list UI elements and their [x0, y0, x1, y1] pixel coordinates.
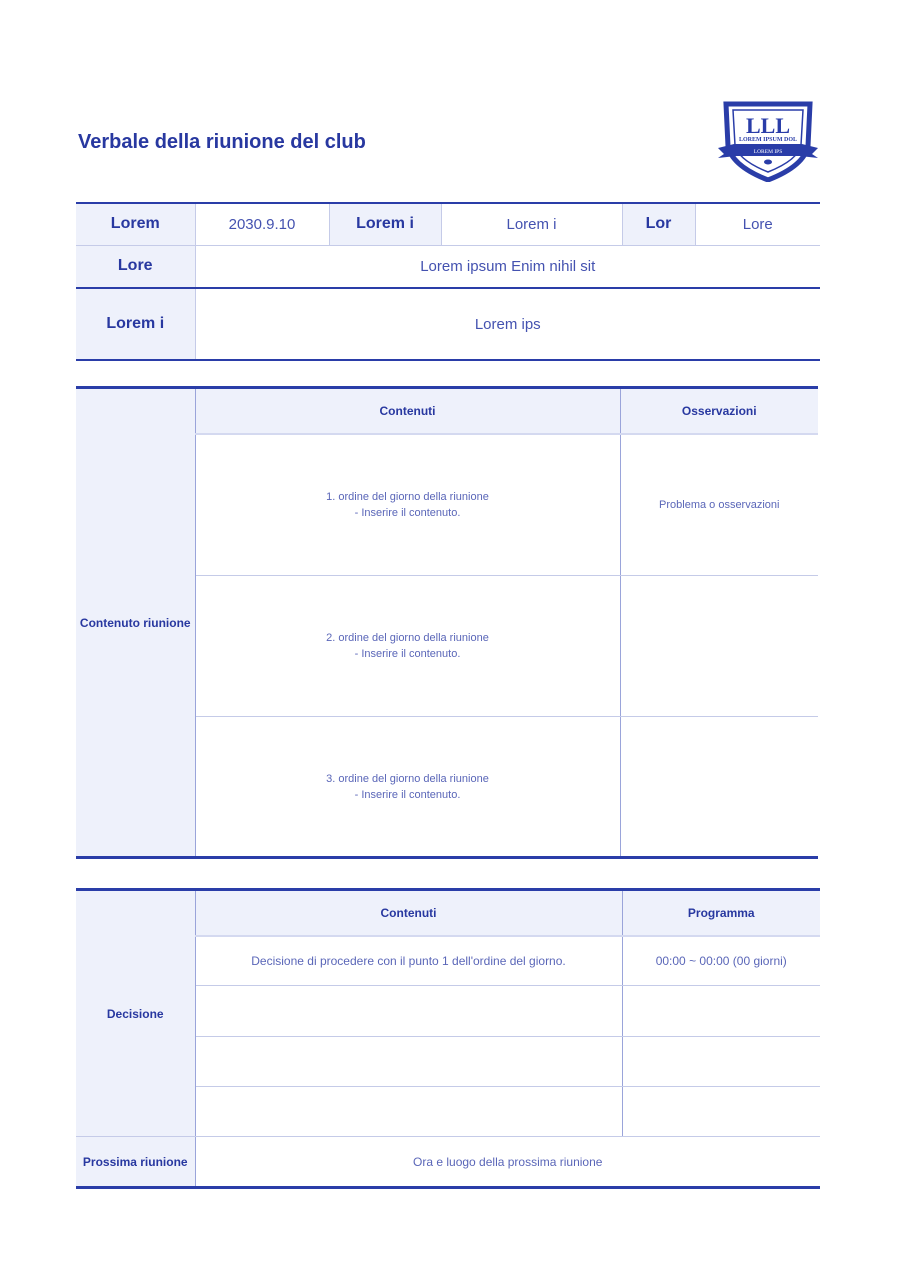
meeting-info-table	[76, 202, 820, 361]
agenda-item-title: 1. ordine del giorno della riunione	[326, 490, 489, 503]
agenda-item-detail: - Inserire il contenuto.	[354, 506, 461, 519]
info-label: Lorem i	[76, 288, 195, 360]
decision-content[interactable]	[195, 1087, 622, 1137]
next-meeting-label: Prossima riunione	[76, 1137, 195, 1188]
info-value[interactable]: Lorem ips	[195, 288, 820, 360]
logo-sub-text: LOREM IPSUM DOL	[738, 137, 798, 143]
next-meeting-value[interactable]: Ora e luogo della prossima riunione	[195, 1137, 820, 1188]
logo-ribbon-text: LOREM IPS	[753, 149, 783, 155]
club-crest-logo	[716, 100, 820, 182]
agenda-item-title: 3. ordine del giorno della riunione	[326, 772, 489, 785]
agenda-item-detail: - Inserire il contenuto.	[354, 788, 461, 801]
page-title: Verbale della riunione del club	[78, 131, 366, 153]
contents-header: Contenuti	[195, 388, 620, 434]
info-label: Lorem	[76, 203, 195, 245]
decision-schedule[interactable]	[622, 986, 820, 1037]
logo-main-text: LLL	[745, 113, 791, 138]
agenda-item[interactable]	[195, 576, 620, 717]
agenda-note[interactable]	[620, 576, 818, 717]
agenda-note[interactable]	[620, 717, 818, 858]
info-value[interactable]: Lorem ipsum Enim nihil sit	[195, 245, 820, 288]
schedule-header: Programma	[622, 890, 820, 936]
meeting-contents-table	[76, 386, 818, 859]
agenda-item-title: 2. ordine del giorno della riunione	[326, 632, 489, 644]
decision-contents-header: Contenuti	[195, 890, 622, 936]
decisions-table	[76, 888, 820, 1189]
info-value[interactable]: Lorem i	[441, 203, 622, 245]
agenda-note[interactable]: Problema o osservazioni	[620, 434, 818, 576]
agenda-item[interactable]	[195, 434, 620, 576]
info-value[interactable]: Lore	[695, 203, 820, 245]
info-label: Lorem i	[329, 203, 441, 245]
decision-content[interactable]	[195, 1037, 622, 1087]
info-label: Lore	[76, 245, 195, 288]
agenda-item[interactable]	[195, 717, 620, 858]
agenda-item-detail: - Inserire il contenuto.	[354, 648, 461, 660]
contents-side-label: Contenuto riunione	[76, 388, 195, 858]
info-label: Lor	[622, 203, 695, 245]
decision-schedule[interactable]	[622, 1087, 820, 1137]
decision-schedule[interactable]	[622, 1037, 820, 1087]
decisions-side-label: Decisione	[76, 890, 195, 1137]
info-date-value[interactable]: 2030.9.10	[195, 203, 329, 245]
decision-schedule[interactable]: 00:00 ~ 00:00 (00 giorni)	[622, 936, 820, 986]
decision-content[interactable]: Decisione di procedere con il punto 1 dell'ordine del giorno.	[195, 936, 622, 986]
notes-header: Osservazioni	[620, 388, 818, 434]
decision-content[interactable]	[195, 986, 622, 1037]
